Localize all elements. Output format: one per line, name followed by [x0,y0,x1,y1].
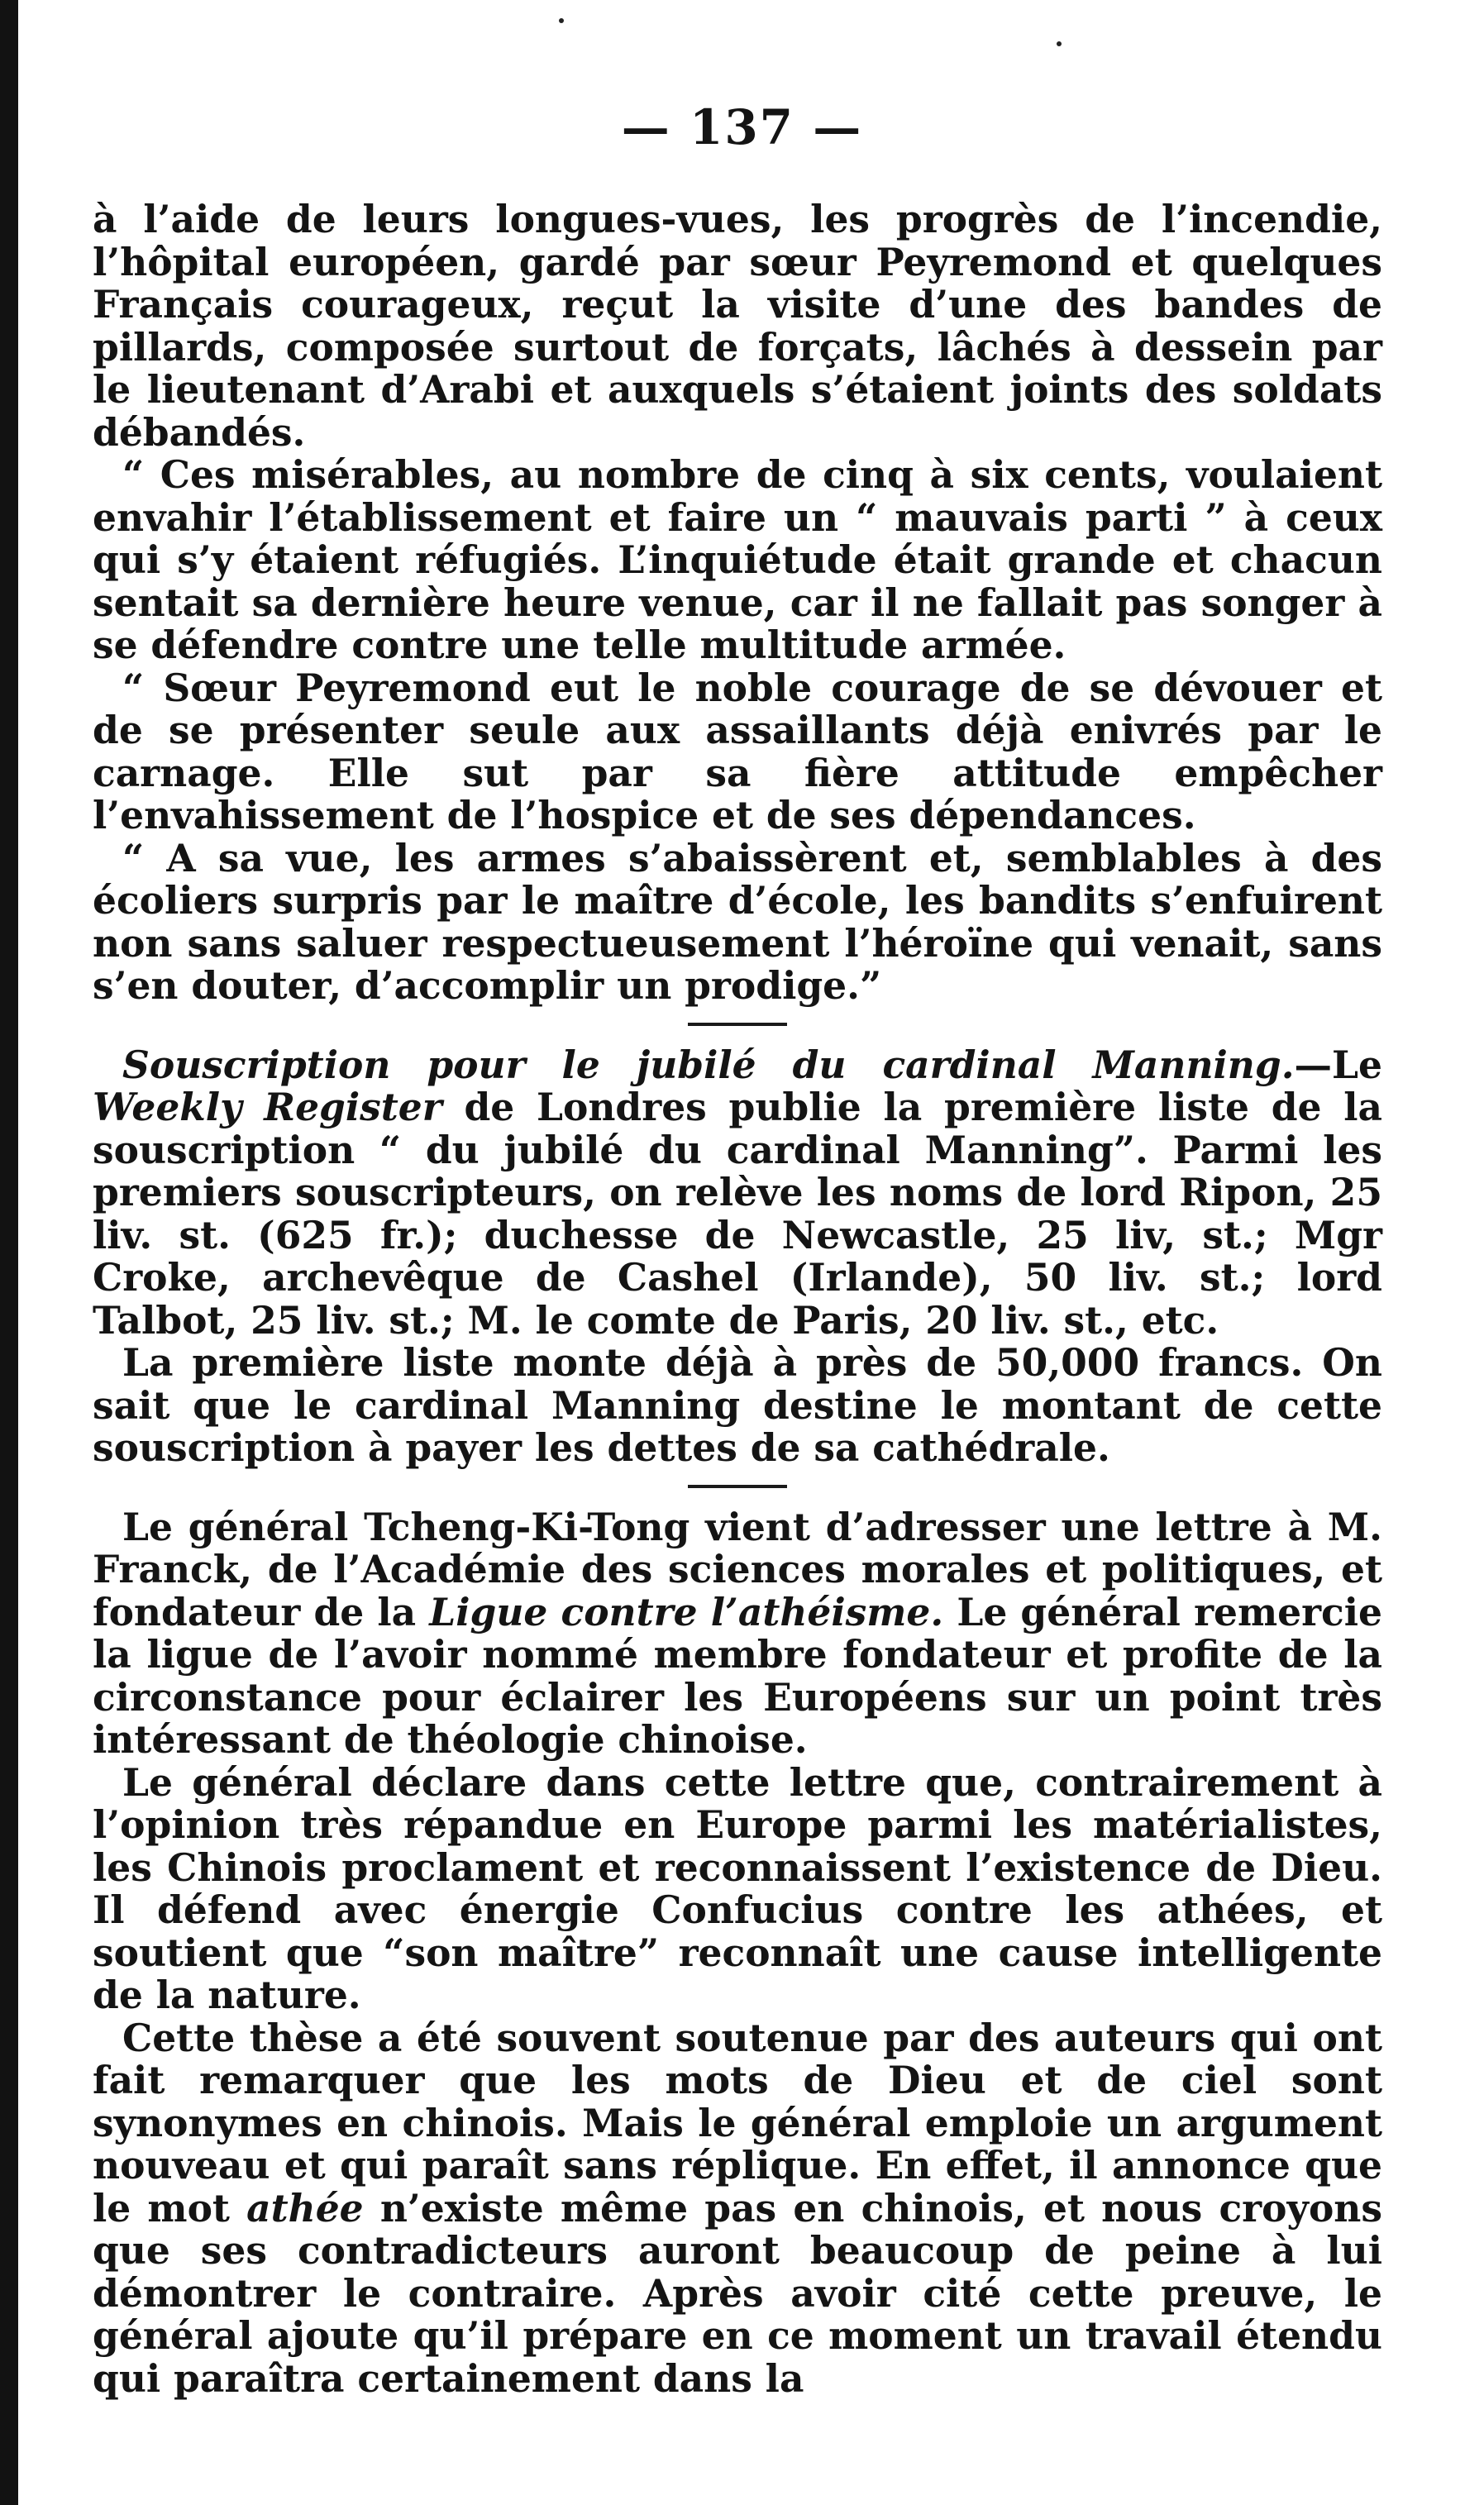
paragraph [93,1044,1382,1343]
section-divider [688,1023,787,1026]
league-name: Ligue contre l’athéisme. [429,1589,944,1634]
paragraph: La première liste monte déjà à près de 50,000 francs. On sait que le cardinal Manning destine le montant de cette souscription à payer les dettes de sa cathédrale. [93,1340,1382,1470]
section-divider [688,1485,787,1488]
page-content [93,198,1382,2400]
ink-speck [559,18,564,23]
paragraph: Le général déclare dans cette lettre que, contrairement à l’opinion très répandue en Europe parmi les matérialistes, les Chinois proclament et reconnaissent l’existence de Dieu. Il défend avec énergie Confucius contre les athées, et soutient que “son maître” reconnaît une cause intelligente de la nature. [93,1759,1382,2017]
newspaper-name: Weekly Register [93,1085,442,1129]
text-run: de Londres publie la première liste de la souscription “ du jubilé du cardinal Manning”. Parmi les premiers souscripteurs, on relève les noms de lord Ripon, 25 liv. st. (625 fr.); duchesse de Newcastle, 25 liv, st.; Mgr Croke, archevêque de Cashel (Irlande), 50 liv. st.; lord Talbot, 25 liv. st.; M. le comte de Paris, 20 liv. st., etc. [93,1085,1383,1343]
article-tcheng-ki-tong [93,1506,1382,2401]
article-manning-jubilee [93,1044,1382,1470]
text-run: —Le [1294,1042,1382,1087]
text-run: Le général Tcheng-Ki-Tong vient d’adresser une lettre à M. Franck, de l’Académie des sciences morales et politiques, et fondateur de la [93,1504,1382,1634]
italic-word: athée [246,2185,364,2231]
paragraph [93,1506,1382,1762]
page-number: — 137 — [621,99,863,155]
page-edge-shadow [0,0,18,2505]
article-alexandria-hospital [93,198,1382,1008]
text-run: n’existe même pas en chinois, et nous croyons que ses contradicteurs auront beaucoup de peine à lui démontrer le contraire. Après avoir cité cette preuve, le général ajoute qu’il prépare en ce moment un travail étendu qui paraîtra certainement dans la [93,2185,1382,2401]
paragraph: à l’aide de leurs longues-vues, les progrès de l’incendie, l’hôpital européen, gardé par sœur Peyremond et quelques Français courageux, reçut la visite d’une des bandes de pillards, composée surtout de forçats, lâchés à dessein par le lieutenant d’Arabi et auxquels s’étaient joints des soldats débandés. [93,197,1382,455]
paragraph: “ A sa vue, les armes s’abaissèrent et, semblables à des écoliers surpris par le maître d’école, les bandits s’enfuirent non sans saluer respectueusement l’héroïne qui venait, sans s’en douter, d’accomplir un prodige.” [93,835,1382,1008]
text-run: Le général remercie la ligue de l’avoir nommé membre fondateur et profite de la circonstance pour éclairer les Européens sur un point très intéressant de théologie chinoise. [93,1589,1382,1762]
paragraph: “ Sœur Peyremond eut le noble courage de se dévouer et de se présenter seule aux assaillants déjà enivrés par le carnage. Elle sut par sa fière attitude empêcher l’envahissement de l’hospice et de ses dépendances. [93,665,1382,837]
article-title: Souscription pour le jubilé du cardinal Manning. [122,1042,1295,1087]
paragraph: “ Ces misérables, au nombre de cinq à six cents, voulaient envahir l’établissement et faire un “ mauvais parti ” à ceux qui s’y étaient réfugiés. L’inquiétude était grande et chacun sentait sa dernière heure venue, car il ne fallait pas songer à se défendre contre une telle multitude armée. [93,452,1382,667]
ink-speck [1057,41,1062,46]
paragraph [93,2017,1382,2401]
text-run: Cette thèse a été souvent soutenue par des auteurs qui ont fait remarquer que les mots de Dieu et de ciel sont synonymes en chinois. Mais le général emploie un argument nouveau et qui paraît sans réplique. En effet, il annonce que le mot [93,2015,1382,2231]
